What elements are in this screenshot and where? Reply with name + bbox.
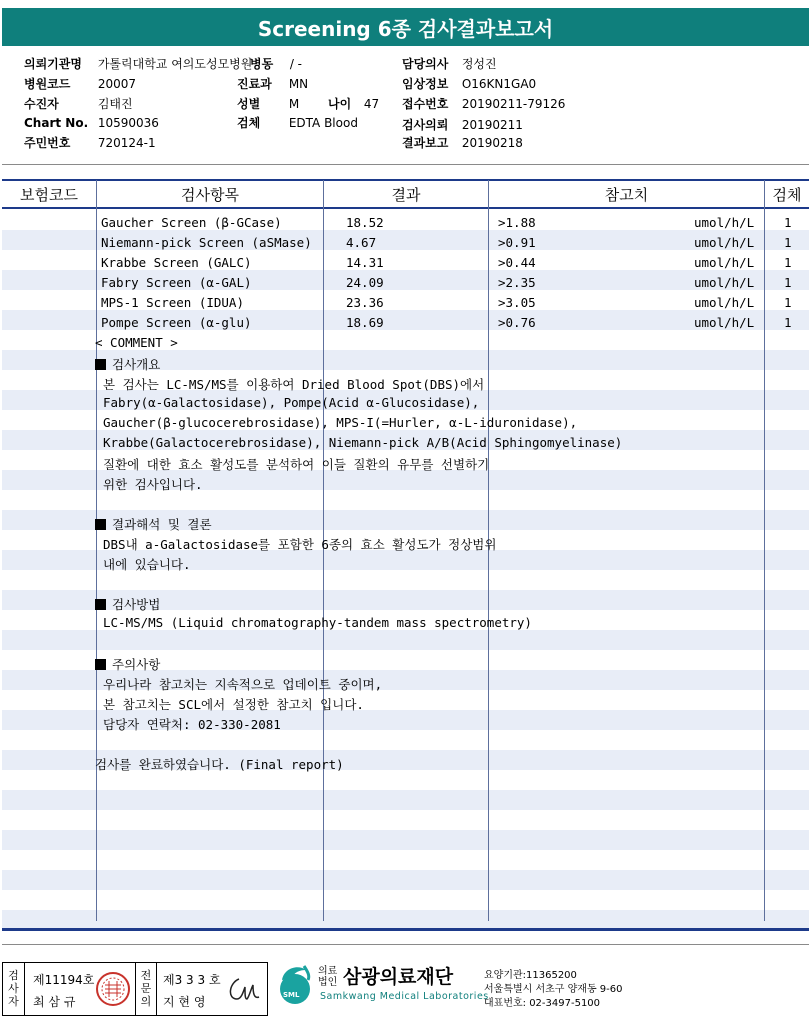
reference-range: >2.35: [498, 275, 536, 290]
specimen-count: 1: [784, 215, 792, 230]
section-line: 질환에 대한 효소 활성도를 분석하여 이들 질환의 유무를 선별하기: [103, 457, 490, 472]
col-header-reference: 참고치: [604, 185, 649, 204]
section-line: 본 검사는 LC-MS/MS를 이용하여 Dried Blood Spot(DBS)에서: [103, 377, 485, 392]
header-hospital-code: 병원코드 20007: [24, 77, 137, 91]
reference-range: >0.76: [498, 315, 536, 330]
reference-range: >1.88: [498, 215, 536, 230]
section-title: 주의사항: [95, 655, 160, 673]
header-doctor: 담당의사 정성진: [402, 57, 497, 71]
test-result: 18.52: [346, 215, 384, 230]
section-line: 담당자 연락처: 02-330-2081: [103, 717, 281, 732]
specimen-count: 1: [784, 235, 792, 250]
table-row: [0, 292, 811, 312]
test-result: 4.67: [346, 235, 377, 250]
specimen-count: 1: [784, 255, 792, 270]
square-bullet-icon: [95, 599, 106, 610]
unit: umol/h/L: [694, 235, 755, 250]
section-line: DBS내 a-Galactosidase를 포함한 6종의 효소 활성도가 정상범위: [103, 537, 497, 552]
unit: umol/h/L: [694, 275, 755, 290]
col-header-specimen: 검체: [772, 185, 802, 204]
reference-range: >3.05: [498, 295, 536, 310]
test-item: Pompe Screen (α-glu): [101, 315, 252, 330]
table-stripe: [2, 630, 809, 650]
header-dept: 진료과 MN: [237, 77, 309, 91]
test-result: 14.31: [346, 255, 384, 270]
header-institution: 의뢰기관명 가톨릭대학교 여의도성모병원: [24, 57, 253, 71]
section-title: 검사방법: [95, 595, 160, 613]
unit: umol/h/L: [694, 255, 755, 270]
table-row: [0, 272, 811, 292]
test-item: MPS-1 Screen (IDUA): [101, 295, 244, 310]
comment-heading: < COMMENT >: [95, 335, 178, 350]
section-line: 내에 있습니다.: [103, 557, 191, 572]
unit: umol/h/L: [694, 295, 755, 310]
test-item: Gaucher Screen (β-GCase): [101, 215, 282, 230]
seal-stamp-icon: [95, 971, 131, 1007]
specimen-count: 1: [784, 295, 792, 310]
header-resident-no: 주민번호 720124-1: [24, 136, 156, 150]
test-item: Krabbe Screen (GALC): [101, 255, 252, 270]
signature-box: [2, 962, 268, 1016]
section-line: 본 참고치는 SCL에서 설정한 참고치 입니다.: [103, 697, 364, 712]
report-title: Screening 6종 검사결과보고서: [2, 8, 809, 46]
header-sex: 성별 M: [237, 97, 300, 111]
header-specimen: 검체 EDTA Blood: [237, 116, 358, 130]
header-receipt-no: 접수번호 20190211-79126: [402, 97, 566, 111]
table-row: [0, 212, 811, 232]
header-ward: 병동 / -: [250, 57, 303, 71]
technician-name: 최 삼 규: [33, 995, 76, 1009]
test-item: Fabry Screen (α-GAL): [101, 275, 252, 290]
table-bottom-rule: [2, 928, 809, 931]
table-row: [0, 252, 811, 272]
test-item: Niemann-pick Screen (aSMase): [101, 235, 312, 250]
specialist-license: 제3 3 3 호: [163, 973, 221, 987]
org-code: 요양기관:11365200: [484, 970, 577, 981]
technician-license: 제11194호: [33, 973, 95, 987]
header-divider: [2, 164, 809, 165]
org-prefix: 의료 법인: [318, 966, 338, 988]
section-title: 검사개요: [95, 355, 160, 373]
specimen-count: 1: [784, 315, 792, 330]
specimen-count: 1: [784, 275, 792, 290]
table-row: [0, 232, 811, 252]
org-name: 삼광의료재단: [343, 966, 454, 988]
reference-range: >0.44: [498, 255, 536, 270]
signature-icon: [223, 973, 263, 1007]
section-line: 위한 검사입니다.: [103, 477, 203, 492]
square-bullet-icon: [95, 519, 106, 530]
technician-label: 검 사 자: [3, 963, 25, 1015]
test-result: 18.69: [346, 315, 384, 330]
org-phone: 대표번호: 02-3497-5100: [484, 998, 601, 1009]
table-stripe: [2, 830, 809, 850]
header-clinical-info: 임상정보 O16KN1GA0: [402, 77, 537, 91]
section-line: 우리나라 참고치는 지속적으로 업데이트 중이며,: [103, 677, 383, 692]
section-line: Krabbe(Galactocerebrosidase), Niemann-pick A/B(Acid Sphingomyelinase): [103, 435, 623, 450]
org-address: 서울특별시 서초구 양재동 9-60: [484, 984, 623, 995]
header-patient: 수진자 김태진: [24, 97, 133, 111]
section-line: Gaucher(β-glucocerebrosidase), MPS-I(=Hurler, α-L-iduronidase),: [103, 415, 578, 430]
footer-divider: [2, 944, 809, 945]
test-result: 23.36: [346, 295, 384, 310]
section-line: LC-MS/MS (Liquid chromatography-tandem mass spectrometry): [103, 615, 532, 630]
sml-logo-icon: [274, 962, 316, 1006]
table-stripe: [2, 910, 809, 930]
square-bullet-icon: [95, 659, 106, 670]
section-line: Fabry(α-Galactosidase), Pompe(Acid α-Glucosidase),: [103, 395, 480, 410]
reference-range: >0.91: [498, 235, 536, 250]
table-row: [0, 312, 811, 332]
header-request-date: 검사의뢰 20190211: [402, 118, 523, 132]
final-report-note: 검사를 완료하였습니다. (Final report): [95, 757, 344, 772]
specialist-name: 지 현 영: [163, 995, 206, 1009]
section-title: 결과해석 및 결론: [95, 515, 212, 533]
header-report-date: 결과보고 20190218: [402, 136, 523, 150]
org-english-name: Samkwang Medical Laboratories: [320, 991, 489, 1002]
square-bullet-icon: [95, 359, 106, 370]
table-stripe: [2, 870, 809, 890]
col-header-insurance-code: 보험코드: [20, 185, 78, 204]
header-chart-no: Chart No. 10590036: [24, 116, 159, 130]
test-result: 24.09: [346, 275, 384, 290]
unit: umol/h/L: [694, 315, 755, 330]
specialist-label: 전 문 의: [135, 963, 157, 1015]
unit: umol/h/L: [694, 215, 755, 230]
sml-logo-text: SML: [283, 991, 300, 999]
col-header-test-item: 검사항목: [181, 185, 239, 204]
table-header-rule: [2, 207, 809, 209]
col-header-result: 결과: [391, 185, 421, 204]
header-age: 나이 47: [328, 97, 380, 111]
table-stripe: [2, 790, 809, 810]
